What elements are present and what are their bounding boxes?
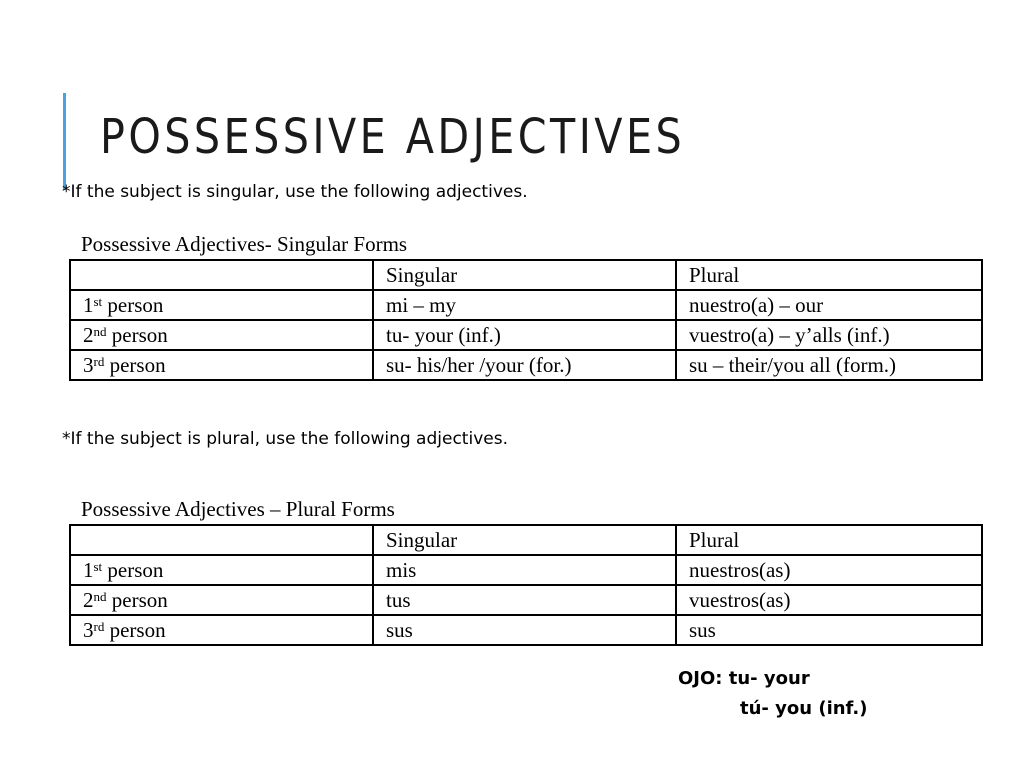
ojo-note-line2: tú- you (inf.) — [740, 698, 868, 719]
plural-subject-note: *If the subject is plural, use the following adjectives. — [62, 429, 508, 449]
person-cell: 1st person — [70, 555, 373, 585]
singular-form-cell: mis — [373, 555, 676, 585]
plural-form-cell: nuestro(a) – our — [676, 290, 982, 320]
plural-form-cell: su – their/you all (form.) — [676, 350, 982, 380]
plural-form-cell: nuestros(as) — [676, 555, 982, 585]
header-cell-empty — [70, 525, 373, 555]
table-header-row — [70, 260, 982, 290]
header-cell-singular: Singular — [373, 525, 676, 555]
singular-form-cell: sus — [373, 615, 676, 645]
singular-form-cell: mi – my — [373, 290, 676, 320]
plural-table-caption: Possessive Adjectives – Plural Forms — [81, 497, 395, 521]
header-cell-plural: Plural — [676, 525, 982, 555]
singular-subject-note: *If the subject is singular, use the following adjectives. — [62, 182, 528, 202]
table-row — [70, 615, 982, 645]
plural-forms-table — [69, 524, 983, 646]
table-row — [70, 320, 982, 350]
person-cell: 1st person — [70, 290, 373, 320]
ojo-note-line1: OJO: tu- your — [678, 668, 810, 689]
plural-form-cell: vuestro(a) – y’alls (inf.) — [676, 320, 982, 350]
page-title: POSSESSIVE ADJECTIVES — [100, 109, 686, 165]
person-cell: 2nd person — [70, 320, 373, 350]
table-header-row — [70, 525, 982, 555]
person-cell: 3rd person — [70, 615, 373, 645]
table-row — [70, 350, 982, 380]
singular-forms-table — [69, 259, 983, 381]
table-row — [70, 290, 982, 320]
person-cell: 3rd person — [70, 350, 373, 380]
table-row — [70, 555, 982, 585]
header-cell-plural: Plural — [676, 260, 982, 290]
table-row — [70, 585, 982, 615]
plural-form-cell: vuestros(as) — [676, 585, 982, 615]
header-cell-empty — [70, 260, 373, 290]
plural-form-cell: sus — [676, 615, 982, 645]
singular-table-caption: Possessive Adjectives- Singular Forms — [81, 232, 408, 256]
singular-form-cell: tu- your (inf.) — [373, 320, 676, 350]
person-cell: 2nd person — [70, 585, 373, 615]
title-accent-bar — [63, 93, 66, 190]
singular-form-cell: tus — [373, 585, 676, 615]
singular-form-cell: su- his/her /your (for.) — [373, 350, 676, 380]
header-cell-singular: Singular — [373, 260, 676, 290]
